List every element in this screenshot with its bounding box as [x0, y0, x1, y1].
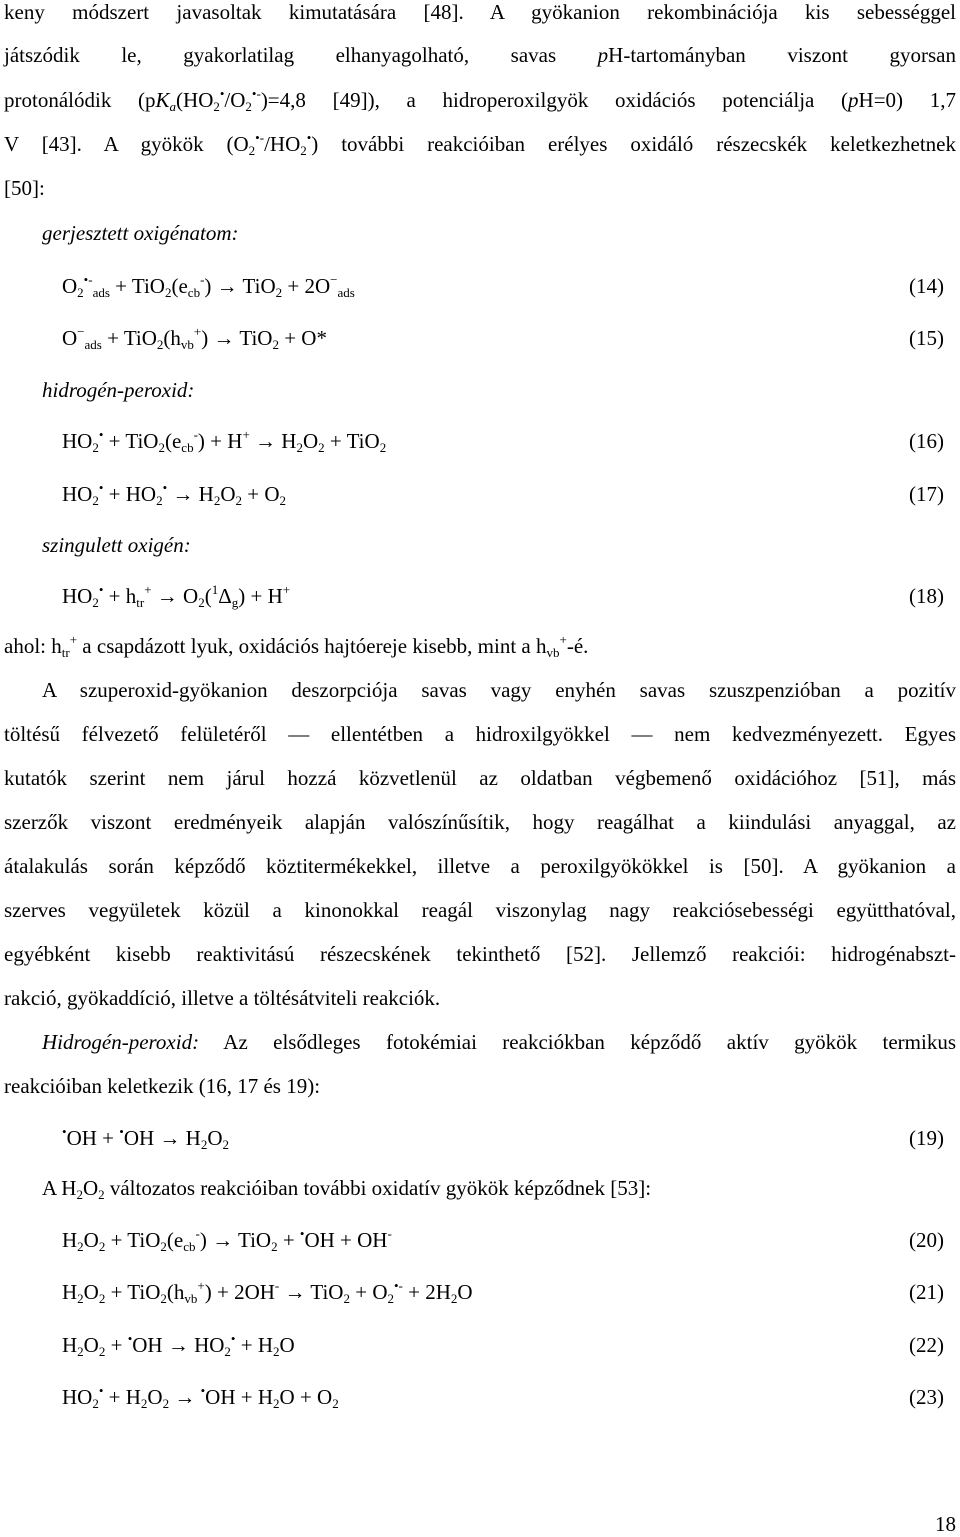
term-hydrogen-peroxide: Hidrogén-peroxid:: [42, 1030, 200, 1054]
paragraph3-line-2: reakcióiban keletkezik (16, 17 és 19):: [4, 1074, 321, 1098]
label-excited-oxygen: gerjesztett oxigénatom:: [42, 221, 239, 245]
equation-number: (14): [909, 274, 944, 298]
equation-21: $H_2O_2 + TiO_2(h_{vb}^+) + 2OH^- \to TiO_2 + O_2^{•-} + 2H_2O$ (21): [62, 1278, 944, 1306]
equation-14: $O_2^{•-}_{ads} + TiO_2(e_{cb}^-) \to TiO_2 + 2O^-_{ads}$ (14): [62, 272, 944, 300]
label-hydrogen-peroxide: hidrogén-peroxid:: [42, 378, 195, 402]
paragraph2-line-7: egyébként kisebb reaktivitású részecskének tekinthető [52]. Jellemző reakciói: hidrogénabszt-: [4, 942, 956, 966]
equation-number: (20): [909, 1228, 944, 1252]
equation-17: $HO_2^• + HO_2^• \to H_2O_2 + O_2$ (17): [62, 480, 944, 508]
equation-number: (19): [909, 1126, 944, 1150]
h2o2-intro: A $H_2O_2$ változatos reakcióiban további oxidatív gyökök képződnek [53]:: [42, 1176, 652, 1202]
equation-number: (18): [909, 584, 944, 608]
paragraph2-line-5: átalakulás során képződő köztitermékekkel, illetve a peroxilgyökökkel is [50]. A gyökanion a: [4, 854, 956, 878]
equation-number: (15): [909, 326, 944, 350]
equation-16: $HO_2^• + TiO_2(e_{cb}^-) + H^+ \to H_2O_2 + TiO_2$ (16): [62, 427, 944, 455]
paragraph2-line-6: szerves vegyületek közül a kinonokkal reagál viszonylag nagy reakciósebességi együtthatóval,: [4, 898, 956, 922]
text-line-5: [50]:: [4, 176, 45, 200]
text-line-1: keny módszert javasoltak kimutatására [48]. A gyökanion rekombinációja kis sebességgel: [4, 0, 956, 24]
paragraph3-line-1: Hidrogén-peroxid: Az elsődleges fotokémiai reakciókban képződő aktív gyökök termikus: [42, 1030, 956, 1054]
paragraph2-line-2: töltésű félvezető felületéről — ellentétben a hidroxilgyökkel — nem kedvezményezett. Egyes: [4, 722, 956, 746]
equation-18: $HO_2^• + h_{tr}^+ \to O_2(^1\Delta_g) + H^+$ (18): [62, 582, 944, 610]
equation-number: (21): [909, 1280, 944, 1304]
note-line: ahol: $h_{tr}^+$ a csapdázott lyuk, oxidációs hajtóereje kisebb, mint a $h_{vb}^+-é$.: [4, 632, 589, 660]
equation-20: $H_2O_2 + TiO_2(e_{cb}^-) \to TiO_2 + ^•OH + OH^-$ (20): [62, 1226, 944, 1254]
paragraph2-line-3: kutatók szerint nem járul hozzá közvetlenül az oldatban végbemenő oxidációhoz [51], más: [4, 766, 956, 790]
paragraph2-line-1: A szuperoxid-gyökanion deszorpciója savas vagy enyhén savas szuszpenzióban a pozitív: [42, 678, 956, 702]
equation-number: (16): [909, 429, 944, 453]
label-singlet-oxygen: szingulett oxigén:: [42, 533, 191, 557]
text-line-3: protonálódik ($pK_a(HO_2^•/O_2^{•-})=4,8$ [49]), a hidroperoxilgyök oxidációs potenciálja (pH=0) 1,7: [4, 86, 956, 114]
equation-15: $O^-_{ads} + TiO_2(h_{vb}^+) \to TiO_2 + O*$ (15): [62, 324, 944, 352]
paragraph2-line-8: rakció, gyökaddíció, illetve a töltésátviteli reakciók.: [4, 986, 441, 1010]
text-line-2: játszódik le, gyakorlatilag elhanyagolható, savas pH-tartományban viszont gyorsan: [4, 43, 956, 67]
equation-number: (22): [909, 1333, 944, 1357]
equation-number: (17): [909, 482, 944, 506]
text-line-4: V [43]. A gyökök $(O_2^{•-}/HO_2^•)$ további reakcióiban erélyes oxidáló részecskék keletkezhetnek: [4, 130, 956, 158]
equation-23: $HO_2^• + H_2O_2 \to ^•OH + H_2O + O_2$ (23): [62, 1383, 944, 1411]
equation-22: $H_2O_2 + ^•OH \to HO_2^• + H_2O$ (22): [62, 1331, 944, 1359]
paragraph2-line-4: szerzők viszont eredményeik alapján valószínűsítik, hogy reagálhat a kiindulási anyaggal, az: [4, 810, 956, 834]
page-number: 18: [935, 1512, 956, 1536]
equation-19: $^•OH + ^•OH \to H_2O_2$ (19): [62, 1124, 944, 1152]
equation-number: (23): [909, 1385, 944, 1409]
